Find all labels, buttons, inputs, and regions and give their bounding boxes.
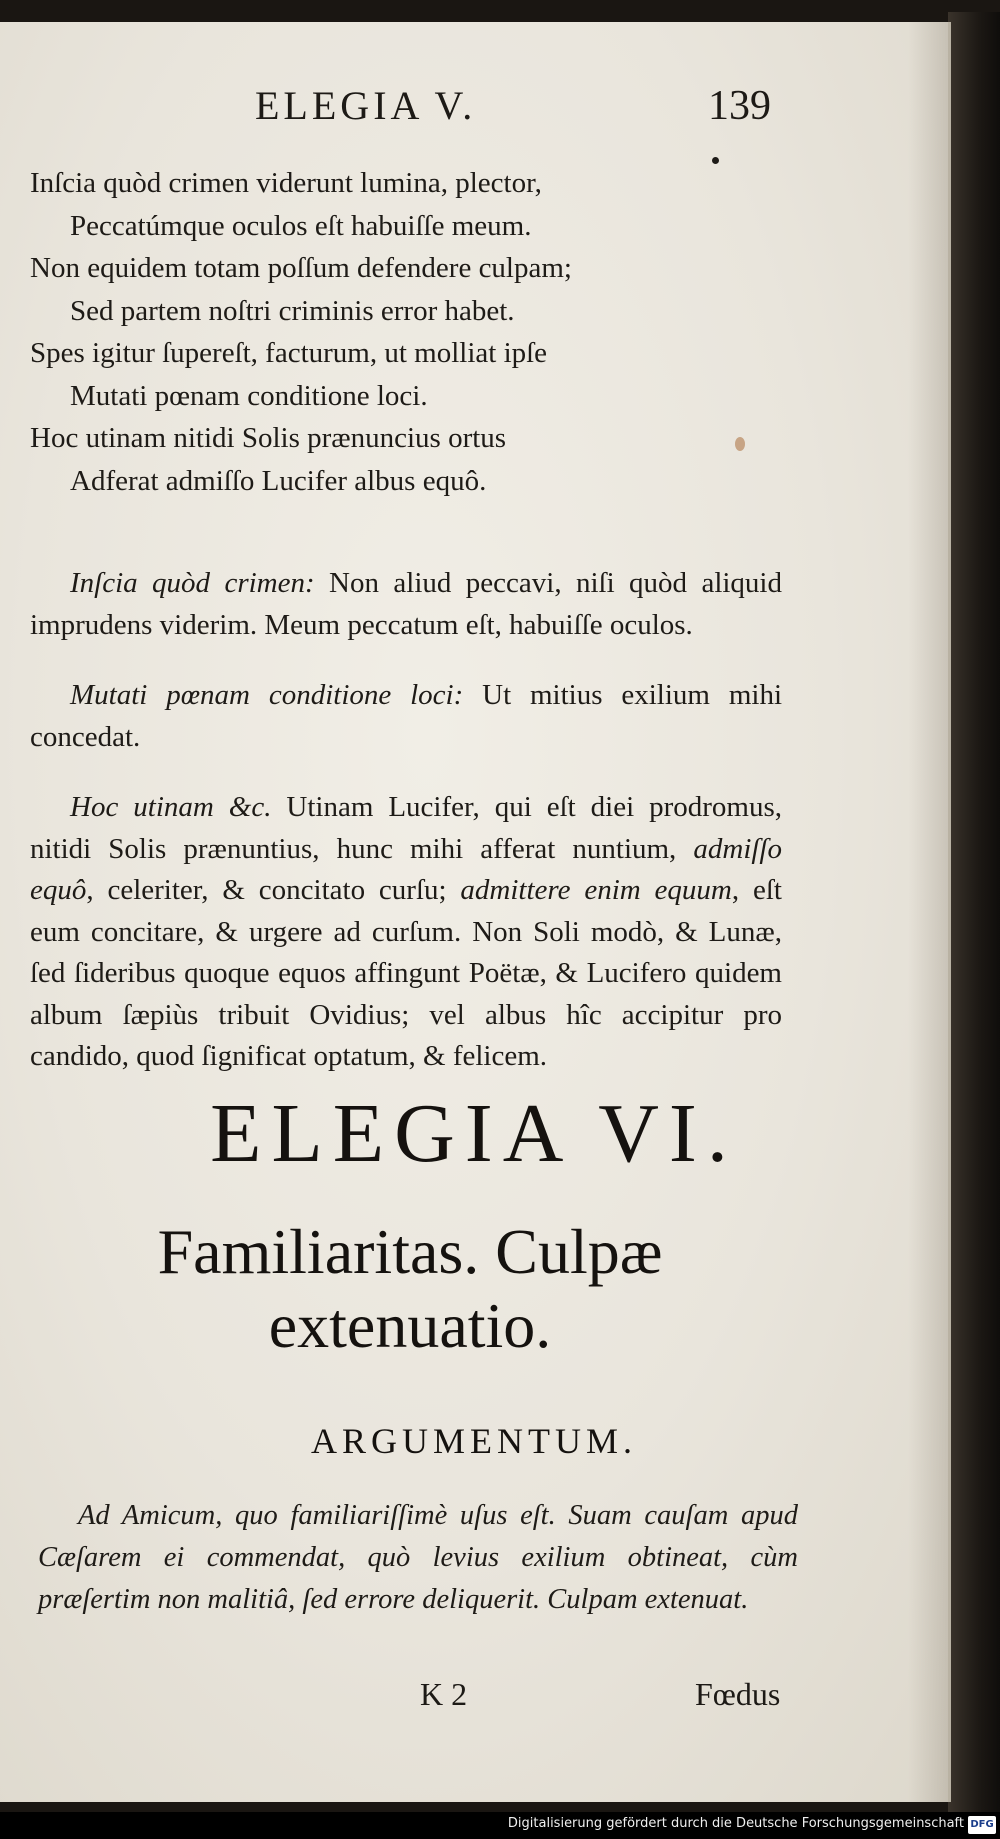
verse-line: Peccatúmque oculos eſt habuiſſe meum. bbox=[70, 209, 532, 242]
commentary-notes bbox=[30, 534, 782, 1080]
running-title: ELEGIA V. bbox=[255, 83, 477, 128]
note-text: , celeriter, & concitato curſu; bbox=[86, 874, 461, 906]
page-header bbox=[0, 66, 948, 136]
verse-line: Adferat admiſſo Lucifer albus equô. bbox=[70, 464, 487, 497]
verse-line: Non equidem totam poſſum defendere culpam; bbox=[30, 252, 572, 284]
digitization-footer bbox=[0, 1812, 1000, 1839]
note-text: Ut mitius exilium mihi concedat. bbox=[30, 679, 782, 753]
note-lemma: Mutati pœnam conditione loci: bbox=[70, 679, 464, 711]
note-paragraph bbox=[30, 787, 782, 1078]
note-lemma: Hoc utinam &c. bbox=[70, 791, 272, 823]
signature-mark: K 2 bbox=[420, 1676, 468, 1712]
note-paragraph bbox=[30, 563, 782, 646]
book-spine bbox=[948, 12, 1000, 1817]
catchword: Fœdus bbox=[695, 1676, 781, 1712]
note-text: , eſt eum concitare, & urgere ad curſum. Non Soli modò, & Lunæ, ſed ſideribus quoque equos affingunt Poëtæ, & Lucifero quidem album ſæpiùs tribuit Ovidius; vel albus hîc accipitur pro candido, quod ſignificat optatum, & felicem. bbox=[30, 874, 782, 1072]
verse-line: Spes igitur ſupereſt, facturum, ut molliat ipſe bbox=[30, 337, 548, 369]
note-italic-phrase: admiſſo equô bbox=[30, 832, 782, 906]
elegia-subtitle: Familiaritas. Culpæ extenuatio. bbox=[157, 1216, 663, 1361]
page-number: 139 bbox=[708, 83, 771, 129]
verse-line: Sed partem noſtri criminis error habet. bbox=[70, 294, 515, 327]
note-text: Utinam Lucifer, qui eſt diei prodromus, nitidi Solis prænuntius, hunc mihi afferat nuntium, bbox=[30, 791, 782, 865]
page-edge-shadow bbox=[908, 22, 948, 1802]
argumentum-heading: ARGUMENTUM. bbox=[310, 1421, 637, 1461]
verse-line: Hoc utinam nitidi Solis prænuncius ortus bbox=[30, 422, 507, 454]
note-paragraph bbox=[30, 675, 782, 758]
note-text: Non aliud peccavi, niſi quòd aliquid imprudens viderim. Meum peccatum eſt, habuiſſe oculos. bbox=[30, 567, 782, 641]
dfg-logo-icon: DFG bbox=[968, 1816, 996, 1834]
funding-credit: Digitalisierung gefördert durch die Deutsche Forschungsgemeinschaft bbox=[507, 1816, 964, 1831]
verse-block bbox=[30, 162, 910, 502]
note-lemma: Inſcia quòd crimen: bbox=[70, 567, 315, 599]
verse-line: Mutati pœnam conditione loci. bbox=[70, 379, 428, 412]
elegia-heading: ELEGIA VI. bbox=[210, 1087, 738, 1180]
note-italic-phrase: admittere enim equum bbox=[460, 874, 732, 906]
argumentum-text: Ad Amicum, quo familiariſſimè uſus eſt. Suam cauſam apud Cæſarem ei commendat, quò levius exilium obtineat, cùm præſertim non malitiâ, ſed errore deliquerit. Culpam extenuat. bbox=[38, 1500, 798, 1615]
verse-line: Inſcia quòd crimen viderunt lumina, plector, bbox=[30, 167, 542, 199]
